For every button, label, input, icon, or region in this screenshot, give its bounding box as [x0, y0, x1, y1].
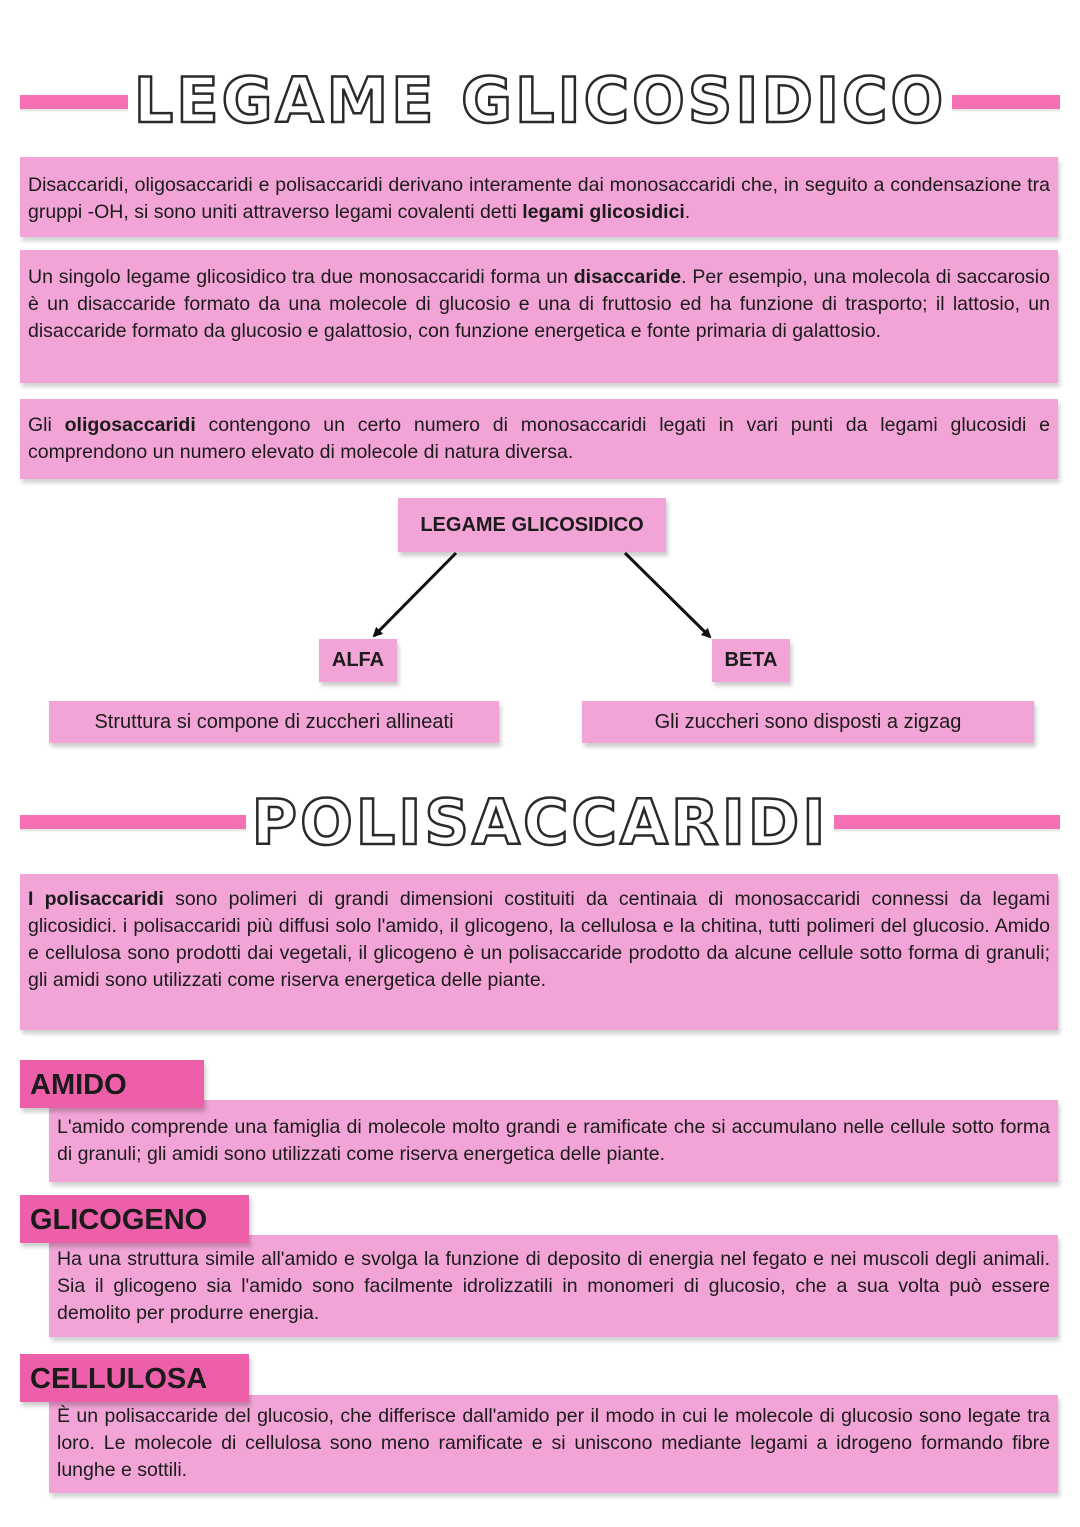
amido-card: [49, 1100, 1058, 1182]
alfa-label: ALFA: [331, 649, 385, 671]
intro-bold: I polisaccaridi: [28, 888, 164, 910]
beta-node: [712, 639, 790, 682]
para3-text: Gli: [28, 414, 65, 436]
arrow-to-alfa: [374, 553, 456, 636]
beta-description: [582, 701, 1034, 743]
alfa-description: [49, 701, 499, 743]
para2-rest: . Per esempio, una molecola di saccarosio è un disaccaride formato da una molecole di glucosio e una di fruttosio ed ha funzione di trasporto; il lattosio, un disaccaride formato da glucosio e galattosio, con funzione energetica e fonte primaria di galattosio.: [28, 266, 1050, 342]
para2-bold: disaccaride: [573, 266, 682, 288]
para1-text: Disaccaridi, oligosaccaridi e polisaccaridi derivano interamente dai monosaccaridi che, in seguito a condensazione tra gruppi -OH, si sono uniti attraverso legami covalenti detti: [28, 174, 1050, 223]
amido-label: AMIDO: [30, 1069, 127, 1101]
cellulosa-card: [49, 1395, 1058, 1493]
amido-text: L'amido comprende una famiglia di molecole molto grandi e ramificate che si accumulano nelle cellule sotto forma di granuli; gli amidi sono utilizzati come riserva energetica delle piante.: [57, 1116, 1050, 1165]
alfa-description-text: Struttura si compone di zuccheri allineati: [94, 711, 454, 733]
intro-text: sono polimeri di grandi dimensioni costituiti da centinaia di monosaccaridi connessi da legami glicosidici. i polisaccaridi più diffusi solo l'amido, il glicogeno, la cellulosa e la chitina, tutti polimeri del glucosio. Amido e cellulosa sono prodotti dai vegetali, il glicogeno è un polisaccaride prodotto da alcune cellule sotto forma di granuli; gli amidi sono utilizzati come riserva energetica delle piante.: [28, 888, 1050, 991]
para1-end: .: [684, 201, 691, 223]
para2-text: Un singolo legame glicosidico tra due monosaccaridi forma un: [28, 266, 574, 288]
amido-tag: [20, 1060, 204, 1108]
alfa-node: [319, 639, 397, 682]
cellulosa-tag: [20, 1354, 249, 1402]
glicogeno-text: Ha una struttura simile all'amido e svolga la funzione di deposito di energia nel fegato e nei muscoli degli animali. Sia il glicogeno sia l'amido sono facilmente idrolizzatili in monomeri di glucosio, che a sua volta può essere demolito per produrre energia.: [57, 1248, 1050, 1324]
diagram-root-label: LEGAME GLICOSIDICO: [420, 514, 644, 536]
para1-bold: legami glicosidici: [522, 201, 685, 223]
beta-description-text: Gli zuccheri sono disposti a zigzag: [654, 711, 962, 733]
glicogeno-label: GLICOGENO: [30, 1204, 208, 1236]
section-title-text-2: POLISACCARIDI: [246, 786, 835, 859]
cellulosa-label: CELLULOSA: [30, 1363, 208, 1395]
glicogeno-card: [49, 1235, 1058, 1337]
cellulosa-text: È un polisaccaride del glucosio, che differisce dall'amido per il modo in cui le molecole di glucosio sono legate tra loro. Le molecole di cellulosa sono meno ramificate e si uniscono mediante legami a idrogeno formando fibre lunghe e sottili.: [57, 1405, 1050, 1481]
polisaccaridi-card: [20, 874, 1058, 1030]
para3-bold: oligosaccaridi: [64, 414, 196, 436]
diagram-arrows: [0, 0, 1080, 700]
section-title-polisaccaridi: [0, 786, 1080, 859]
arrow-to-beta: [625, 553, 710, 637]
para3-rest: contengono un certo numero di monosaccaridi legati in vari punti da legami glucosidi e comprendono un numero elevato di molecole di natura diversa.: [28, 414, 1050, 463]
glicogeno-tag: [20, 1195, 249, 1243]
beta-label: BETA: [724, 649, 778, 671]
section-title-text: LEGAME GLICOSIDICO: [128, 64, 953, 137]
